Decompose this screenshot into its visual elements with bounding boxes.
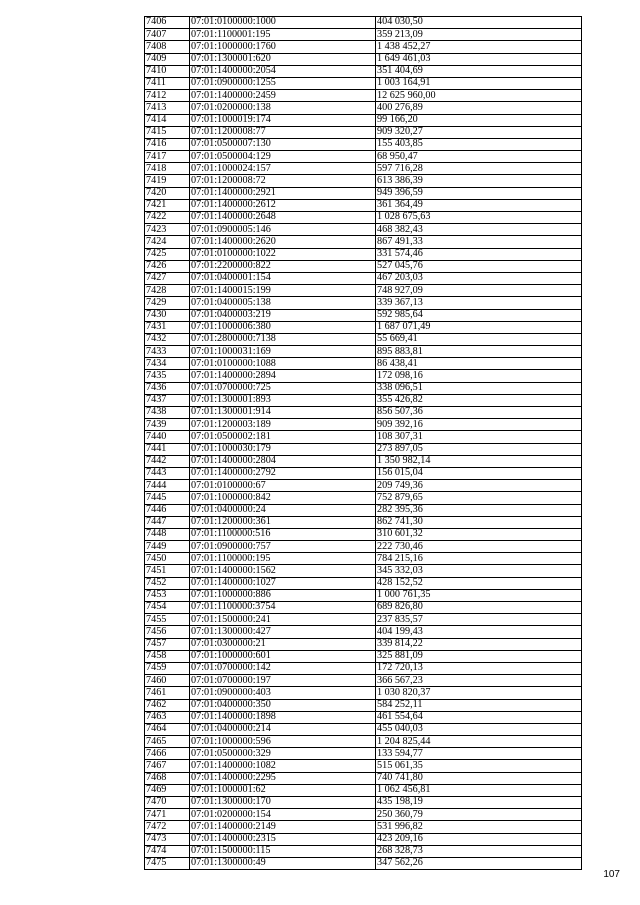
cadastral-number-cell: 07:01:0200000:138: [190, 102, 376, 114]
cadastral-number-cell: 07:01:1400000:1027: [190, 577, 376, 589]
cadastral-number-cell: 07:01:0400000:350: [190, 699, 376, 711]
row-number-cell: 7409: [145, 53, 190, 65]
table-row: [145, 516, 582, 528]
value-cell: 597 716,28: [376, 163, 582, 175]
value-cell: 856 507,36: [376, 407, 582, 419]
cadastral-number-cell: 07:01:1300001:914: [190, 407, 376, 419]
value-cell: 339 814,22: [376, 638, 582, 650]
value-cell: 310 601,32: [376, 528, 582, 540]
row-number-cell: 7406: [145, 17, 190, 29]
row-number-cell: 7437: [145, 394, 190, 406]
table-row: [145, 114, 582, 126]
table-row: [145, 504, 582, 516]
table-row: [145, 748, 582, 760]
row-number-cell: 7451: [145, 565, 190, 577]
table-row: [145, 370, 582, 382]
table-row: [145, 602, 582, 614]
cadastral-number-cell: 07:01:1000000:596: [190, 736, 376, 748]
value-cell: 86 438,41: [376, 358, 582, 370]
value-cell: 366 567,23: [376, 675, 582, 687]
cadastral-number-cell: 07:01:1300001:893: [190, 394, 376, 406]
table-row: [145, 589, 582, 601]
row-number-cell: 7416: [145, 138, 190, 150]
row-number-cell: 7475: [145, 857, 190, 869]
table-row: [145, 833, 582, 845]
value-cell: 172 720,13: [376, 662, 582, 674]
value-cell: 867 491,33: [376, 236, 582, 248]
value-cell: 531 996,82: [376, 821, 582, 833]
cadastral-number-cell: 07:01:1400000:2648: [190, 212, 376, 224]
table-row: [145, 638, 582, 650]
cadastral-number-cell: 07:01:0400003:219: [190, 309, 376, 321]
value-cell: 689 826,80: [376, 602, 582, 614]
value-cell: 435 198,19: [376, 797, 582, 809]
row-number-cell: 7422: [145, 212, 190, 224]
table-row: [145, 553, 582, 565]
row-number-cell: 7469: [145, 784, 190, 796]
table-row: [145, 662, 582, 674]
table-row: [145, 626, 582, 638]
row-number-cell: 7466: [145, 748, 190, 760]
value-cell: 345 332,03: [376, 565, 582, 577]
value-cell: 68 950,47: [376, 151, 582, 163]
row-number-cell: 7439: [145, 419, 190, 431]
row-number-cell: 7445: [145, 492, 190, 504]
cadastral-number-cell: 07:01:1400000:2921: [190, 187, 376, 199]
value-cell: 895 883,81: [376, 346, 582, 358]
table-row: [145, 77, 582, 89]
value-cell: 172 098,16: [376, 370, 582, 382]
value-cell: 282 395,36: [376, 504, 582, 516]
value-cell: 404 030,50: [376, 17, 582, 29]
value-cell: 784 215,16: [376, 553, 582, 565]
table-row: [145, 90, 582, 102]
cadastral-number-cell: 07:01:0100000:1022: [190, 248, 376, 260]
value-cell: 1 003 164,91: [376, 77, 582, 89]
table-row: [145, 784, 582, 796]
row-number-cell: 7442: [145, 455, 190, 467]
value-cell: 428 152,52: [376, 577, 582, 589]
cadastral-number-cell: 07:01:0200000:154: [190, 809, 376, 821]
row-number-cell: 7450: [145, 553, 190, 565]
value-cell: 339 367,13: [376, 297, 582, 309]
row-number-cell: 7430: [145, 309, 190, 321]
row-number-cell: 7446: [145, 504, 190, 516]
table-row: [145, 138, 582, 150]
cadastral-number-cell: 07:01:0700000:142: [190, 662, 376, 674]
table-row: [145, 528, 582, 540]
value-cell: 268 328,73: [376, 845, 582, 857]
table-row: [145, 760, 582, 772]
page-number: 107: [603, 869, 620, 880]
table-row: [145, 333, 582, 345]
cadastral-number-cell: 07:01:1400000:2620: [190, 236, 376, 248]
cadastral-number-cell: 07:01:1100000:3754: [190, 602, 376, 614]
cadastral-number-cell: 07:01:1000006:380: [190, 321, 376, 333]
value-cell: 155 403,85: [376, 138, 582, 150]
value-cell: 455 040,03: [376, 723, 582, 735]
row-number-cell: 7441: [145, 443, 190, 455]
cadastral-number-cell: 07:01:2800000:7138: [190, 333, 376, 345]
row-number-cell: 7423: [145, 224, 190, 236]
row-number-cell: 7457: [145, 638, 190, 650]
value-cell: 325 881,09: [376, 650, 582, 662]
table-row: [145, 175, 582, 187]
table-row: [145, 577, 582, 589]
table-row: [145, 797, 582, 809]
cadastral-number-cell: 07:01:0700000:197: [190, 675, 376, 687]
table-row: [145, 151, 582, 163]
cadastral-number-cell: 07:01:0400001:154: [190, 272, 376, 284]
table-row: [145, 248, 582, 260]
table-row: [145, 224, 582, 236]
cadastral-number-cell: 07:01:1400000:1562: [190, 565, 376, 577]
row-number-cell: 7471: [145, 809, 190, 821]
row-number-cell: 7429: [145, 297, 190, 309]
cadastral-number-cell: 07:01:1200000:361: [190, 516, 376, 528]
cadastral-number-cell: 07:01:1000000:842: [190, 492, 376, 504]
cadastral-number-cell: 07:01:1000030:179: [190, 443, 376, 455]
table-row: [145, 309, 582, 321]
table-row: [145, 736, 582, 748]
value-cell: 467 203,03: [376, 272, 582, 284]
cadastral-number-cell: 07:01:0500004:129: [190, 151, 376, 163]
row-number-cell: 7467: [145, 760, 190, 772]
value-cell: 909 392,16: [376, 419, 582, 431]
row-number-cell: 7421: [145, 199, 190, 211]
cadastral-number-cell: 07:01:1300000:170: [190, 797, 376, 809]
value-cell: 461 554,64: [376, 711, 582, 723]
row-number-cell: 7462: [145, 699, 190, 711]
cadastral-number-cell: 07:01:1400000:2315: [190, 833, 376, 845]
table-row: [145, 260, 582, 272]
cadastral-number-cell: 07:01:1400000:2459: [190, 90, 376, 102]
cadastral-number-cell: 07:01:1200003:189: [190, 419, 376, 431]
table-row: [145, 236, 582, 248]
table-row: [145, 821, 582, 833]
cadastral-number-cell: 07:01:1100001:195: [190, 29, 376, 41]
cadastral-number-cell: 07:01:1100000:516: [190, 528, 376, 540]
row-number-cell: 7433: [145, 346, 190, 358]
value-cell: 55 669,41: [376, 333, 582, 345]
value-cell: 250 360,79: [376, 809, 582, 821]
table-row: [145, 565, 582, 577]
cadastral-number-cell: 07:01:1200008:72: [190, 175, 376, 187]
row-number-cell: 7453: [145, 589, 190, 601]
row-number-cell: 7452: [145, 577, 190, 589]
row-number-cell: 7465: [145, 736, 190, 748]
cadastral-number-cell: 07:01:1300000:427: [190, 626, 376, 638]
value-cell: 909 320,27: [376, 126, 582, 138]
cadastral-number-cell: 07:01:1400000:1082: [190, 760, 376, 772]
table-row: [145, 723, 582, 735]
value-cell: 515 061,35: [376, 760, 582, 772]
table-row: [145, 467, 582, 479]
row-number-cell: 7424: [145, 236, 190, 248]
cadastral-number-cell: 07:01:0900005:146: [190, 224, 376, 236]
value-cell: 1 350 982,14: [376, 455, 582, 467]
value-cell: 237 835,57: [376, 614, 582, 626]
row-number-cell: 7473: [145, 833, 190, 845]
row-number-cell: 7408: [145, 41, 190, 53]
value-cell: 347 562,26: [376, 857, 582, 869]
row-number-cell: 7468: [145, 772, 190, 784]
cadastral-number-cell: 07:01:1400000:2612: [190, 199, 376, 211]
value-cell: 862 741,30: [376, 516, 582, 528]
row-number-cell: 7410: [145, 65, 190, 77]
cadastral-number-cell: 07:01:1400000:1898: [190, 711, 376, 723]
value-cell: 400 276,89: [376, 102, 582, 114]
value-cell: 748 927,09: [376, 285, 582, 297]
value-cell: 1 438 452,27: [376, 41, 582, 53]
table-row: [145, 53, 582, 65]
table-row: [145, 480, 582, 492]
cadastral-number-cell: 07:01:1000000:886: [190, 589, 376, 601]
cadastral-number-cell: 07:01:1400000:2054: [190, 65, 376, 77]
cadastral-number-cell: 07:01:0100000:1088: [190, 358, 376, 370]
row-number-cell: 7428: [145, 285, 190, 297]
cadastral-value-table-container: [144, 16, 581, 870]
row-number-cell: 7426: [145, 260, 190, 272]
value-cell: 584 252,11: [376, 699, 582, 711]
table-row: [145, 845, 582, 857]
cadastral-number-cell: 07:01:1200008:77: [190, 126, 376, 138]
row-number-cell: 7427: [145, 272, 190, 284]
row-number-cell: 7459: [145, 662, 190, 674]
cadastral-number-cell: 07:01:1000019:174: [190, 114, 376, 126]
cadastral-number-cell: 07:01:0400005:138: [190, 297, 376, 309]
value-cell: 423 209,16: [376, 833, 582, 845]
cadastral-number-cell: 07:01:0400000:24: [190, 504, 376, 516]
value-cell: 527 045,76: [376, 260, 582, 272]
row-number-cell: 7431: [145, 321, 190, 333]
table-row: [145, 272, 582, 284]
value-cell: 740 741,80: [376, 772, 582, 784]
value-cell: 1 649 461,03: [376, 53, 582, 65]
cadastral-number-cell: 07:01:0100000:67: [190, 480, 376, 492]
cadastral-number-cell: 07:01:1400000:2295: [190, 772, 376, 784]
value-cell: 209 749,36: [376, 480, 582, 492]
cadastral-number-cell: 07:01:1500000:241: [190, 614, 376, 626]
row-number-cell: 7456: [145, 626, 190, 638]
value-cell: 1 062 456,81: [376, 784, 582, 796]
table-row: [145, 650, 582, 662]
table-row: [145, 321, 582, 333]
cadastral-number-cell: 07:01:0900000:1255: [190, 77, 376, 89]
row-number-cell: 7455: [145, 614, 190, 626]
row-number-cell: 7472: [145, 821, 190, 833]
table-row: [145, 711, 582, 723]
table-row: [145, 199, 582, 211]
row-number-cell: 7412: [145, 90, 190, 102]
value-cell: 331 574,46: [376, 248, 582, 260]
table-row: [145, 541, 582, 553]
table-row: [145, 772, 582, 784]
row-number-cell: 7454: [145, 602, 190, 614]
value-cell: 1 204 825,44: [376, 736, 582, 748]
row-number-cell: 7413: [145, 102, 190, 114]
cadastral-number-cell: 07:01:1000000:601: [190, 650, 376, 662]
value-cell: 133 594,77: [376, 748, 582, 760]
row-number-cell: 7432: [145, 333, 190, 345]
cadastral-number-cell: 07:01:1000031:169: [190, 346, 376, 358]
row-number-cell: 7440: [145, 431, 190, 443]
table-row: [145, 857, 582, 869]
row-number-cell: 7443: [145, 467, 190, 479]
value-cell: 222 730,46: [376, 541, 582, 553]
table-row: [145, 212, 582, 224]
cadastral-number-cell: 07:01:0900000:757: [190, 541, 376, 553]
table-row: [145, 492, 582, 504]
cadastral-number-cell: 07:01:1400000:2149: [190, 821, 376, 833]
table-row: [145, 394, 582, 406]
value-cell: 468 382,43: [376, 224, 582, 236]
row-number-cell: 7474: [145, 845, 190, 857]
table-row: [145, 187, 582, 199]
value-cell: 156 015,04: [376, 467, 582, 479]
table-row: [145, 163, 582, 175]
table-row: [145, 346, 582, 358]
table-row: [145, 297, 582, 309]
table-row: [145, 614, 582, 626]
cadastral-number-cell: 07:01:1400000:2804: [190, 455, 376, 467]
value-cell: 273 897,05: [376, 443, 582, 455]
cadastral-number-cell: 07:01:1500000:115: [190, 845, 376, 857]
cadastral-number-cell: 07:01:1000001:62: [190, 784, 376, 796]
table-row: [145, 419, 582, 431]
cadastral-number-cell: 07:01:1400000:2894: [190, 370, 376, 382]
value-cell: 351 404,69: [376, 65, 582, 77]
table-row: [145, 285, 582, 297]
row-number-cell: 7447: [145, 516, 190, 528]
table-row: [145, 431, 582, 443]
table-row: [145, 809, 582, 821]
table-row: [145, 358, 582, 370]
row-number-cell: 7470: [145, 797, 190, 809]
row-number-cell: 7448: [145, 528, 190, 540]
row-number-cell: 7464: [145, 723, 190, 735]
row-number-cell: 7449: [145, 541, 190, 553]
row-number-cell: 7463: [145, 711, 190, 723]
table-row: [145, 382, 582, 394]
row-number-cell: 7435: [145, 370, 190, 382]
row-number-cell: 7420: [145, 187, 190, 199]
row-number-cell: 7434: [145, 358, 190, 370]
row-number-cell: 7438: [145, 407, 190, 419]
row-number-cell: 7425: [145, 248, 190, 260]
cadastral-number-cell: 07:01:0500002:181: [190, 431, 376, 443]
cadastral-number-cell: 07:01:0500007:130: [190, 138, 376, 150]
cadastral-number-cell: 07:01:0100000:1000: [190, 17, 376, 29]
table-row: [145, 17, 582, 29]
value-cell: 613 386,39: [376, 175, 582, 187]
cadastral-number-cell: 07:01:2200000:822: [190, 260, 376, 272]
cadastral-number-cell: 07:01:0300000:21: [190, 638, 376, 650]
value-cell: 359 213,09: [376, 29, 582, 41]
value-cell: 404 199,43: [376, 626, 582, 638]
cadastral-number-cell: 07:01:1100000:195: [190, 553, 376, 565]
table-row: [145, 126, 582, 138]
cadastral-number-cell: 07:01:0900000:403: [190, 687, 376, 699]
value-cell: 1 687 071,49: [376, 321, 582, 333]
table-row: [145, 455, 582, 467]
value-cell: 1 000 761,35: [376, 589, 582, 601]
cadastral-number-cell: 07:01:0500000:329: [190, 748, 376, 760]
table-row: [145, 407, 582, 419]
value-cell: 108 307,31: [376, 431, 582, 443]
cadastral-number-cell: 07:01:1400015:199: [190, 285, 376, 297]
table-row: [145, 687, 582, 699]
table-row: [145, 65, 582, 77]
row-number-cell: 7460: [145, 675, 190, 687]
table-row: [145, 675, 582, 687]
cadastral-number-cell: 07:01:1000024:157: [190, 163, 376, 175]
row-number-cell: 7411: [145, 77, 190, 89]
row-number-cell: 7417: [145, 151, 190, 163]
value-cell: 355 426,82: [376, 394, 582, 406]
cadastral-number-cell: 07:01:0400000:214: [190, 723, 376, 735]
row-number-cell: 7461: [145, 687, 190, 699]
cadastral-number-cell: 07:01:1000000:1760: [190, 41, 376, 53]
value-cell: 1 028 675,63: [376, 212, 582, 224]
row-number-cell: 7436: [145, 382, 190, 394]
value-cell: 752 879,65: [376, 492, 582, 504]
value-cell: 361 364,49: [376, 199, 582, 211]
row-number-cell: 7407: [145, 29, 190, 41]
table-body: [145, 17, 582, 870]
cadastral-number-cell: 07:01:0700000:725: [190, 382, 376, 394]
row-number-cell: 7415: [145, 126, 190, 138]
row-number-cell: 7418: [145, 163, 190, 175]
value-cell: 99 166,20: [376, 114, 582, 126]
table-row: [145, 443, 582, 455]
value-cell: 12 625 960,00: [376, 90, 582, 102]
value-cell: 592 985,64: [376, 309, 582, 321]
cadastral-number-cell: 07:01:1300001:620: [190, 53, 376, 65]
row-number-cell: 7419: [145, 175, 190, 187]
value-cell: 1 030 820,37: [376, 687, 582, 699]
value-cell: 338 096,51: [376, 382, 582, 394]
cadastral-number-cell: 07:01:1400000:2792: [190, 467, 376, 479]
row-number-cell: 7444: [145, 480, 190, 492]
table-row: [145, 41, 582, 53]
value-cell: 949 396,59: [376, 187, 582, 199]
cadastral-number-cell: 07:01:1300000:49: [190, 857, 376, 869]
row-number-cell: 7458: [145, 650, 190, 662]
cadastral-value-table: [144, 16, 582, 870]
table-row: [145, 102, 582, 114]
table-row: [145, 29, 582, 41]
table-row: [145, 699, 582, 711]
row-number-cell: 7414: [145, 114, 190, 126]
